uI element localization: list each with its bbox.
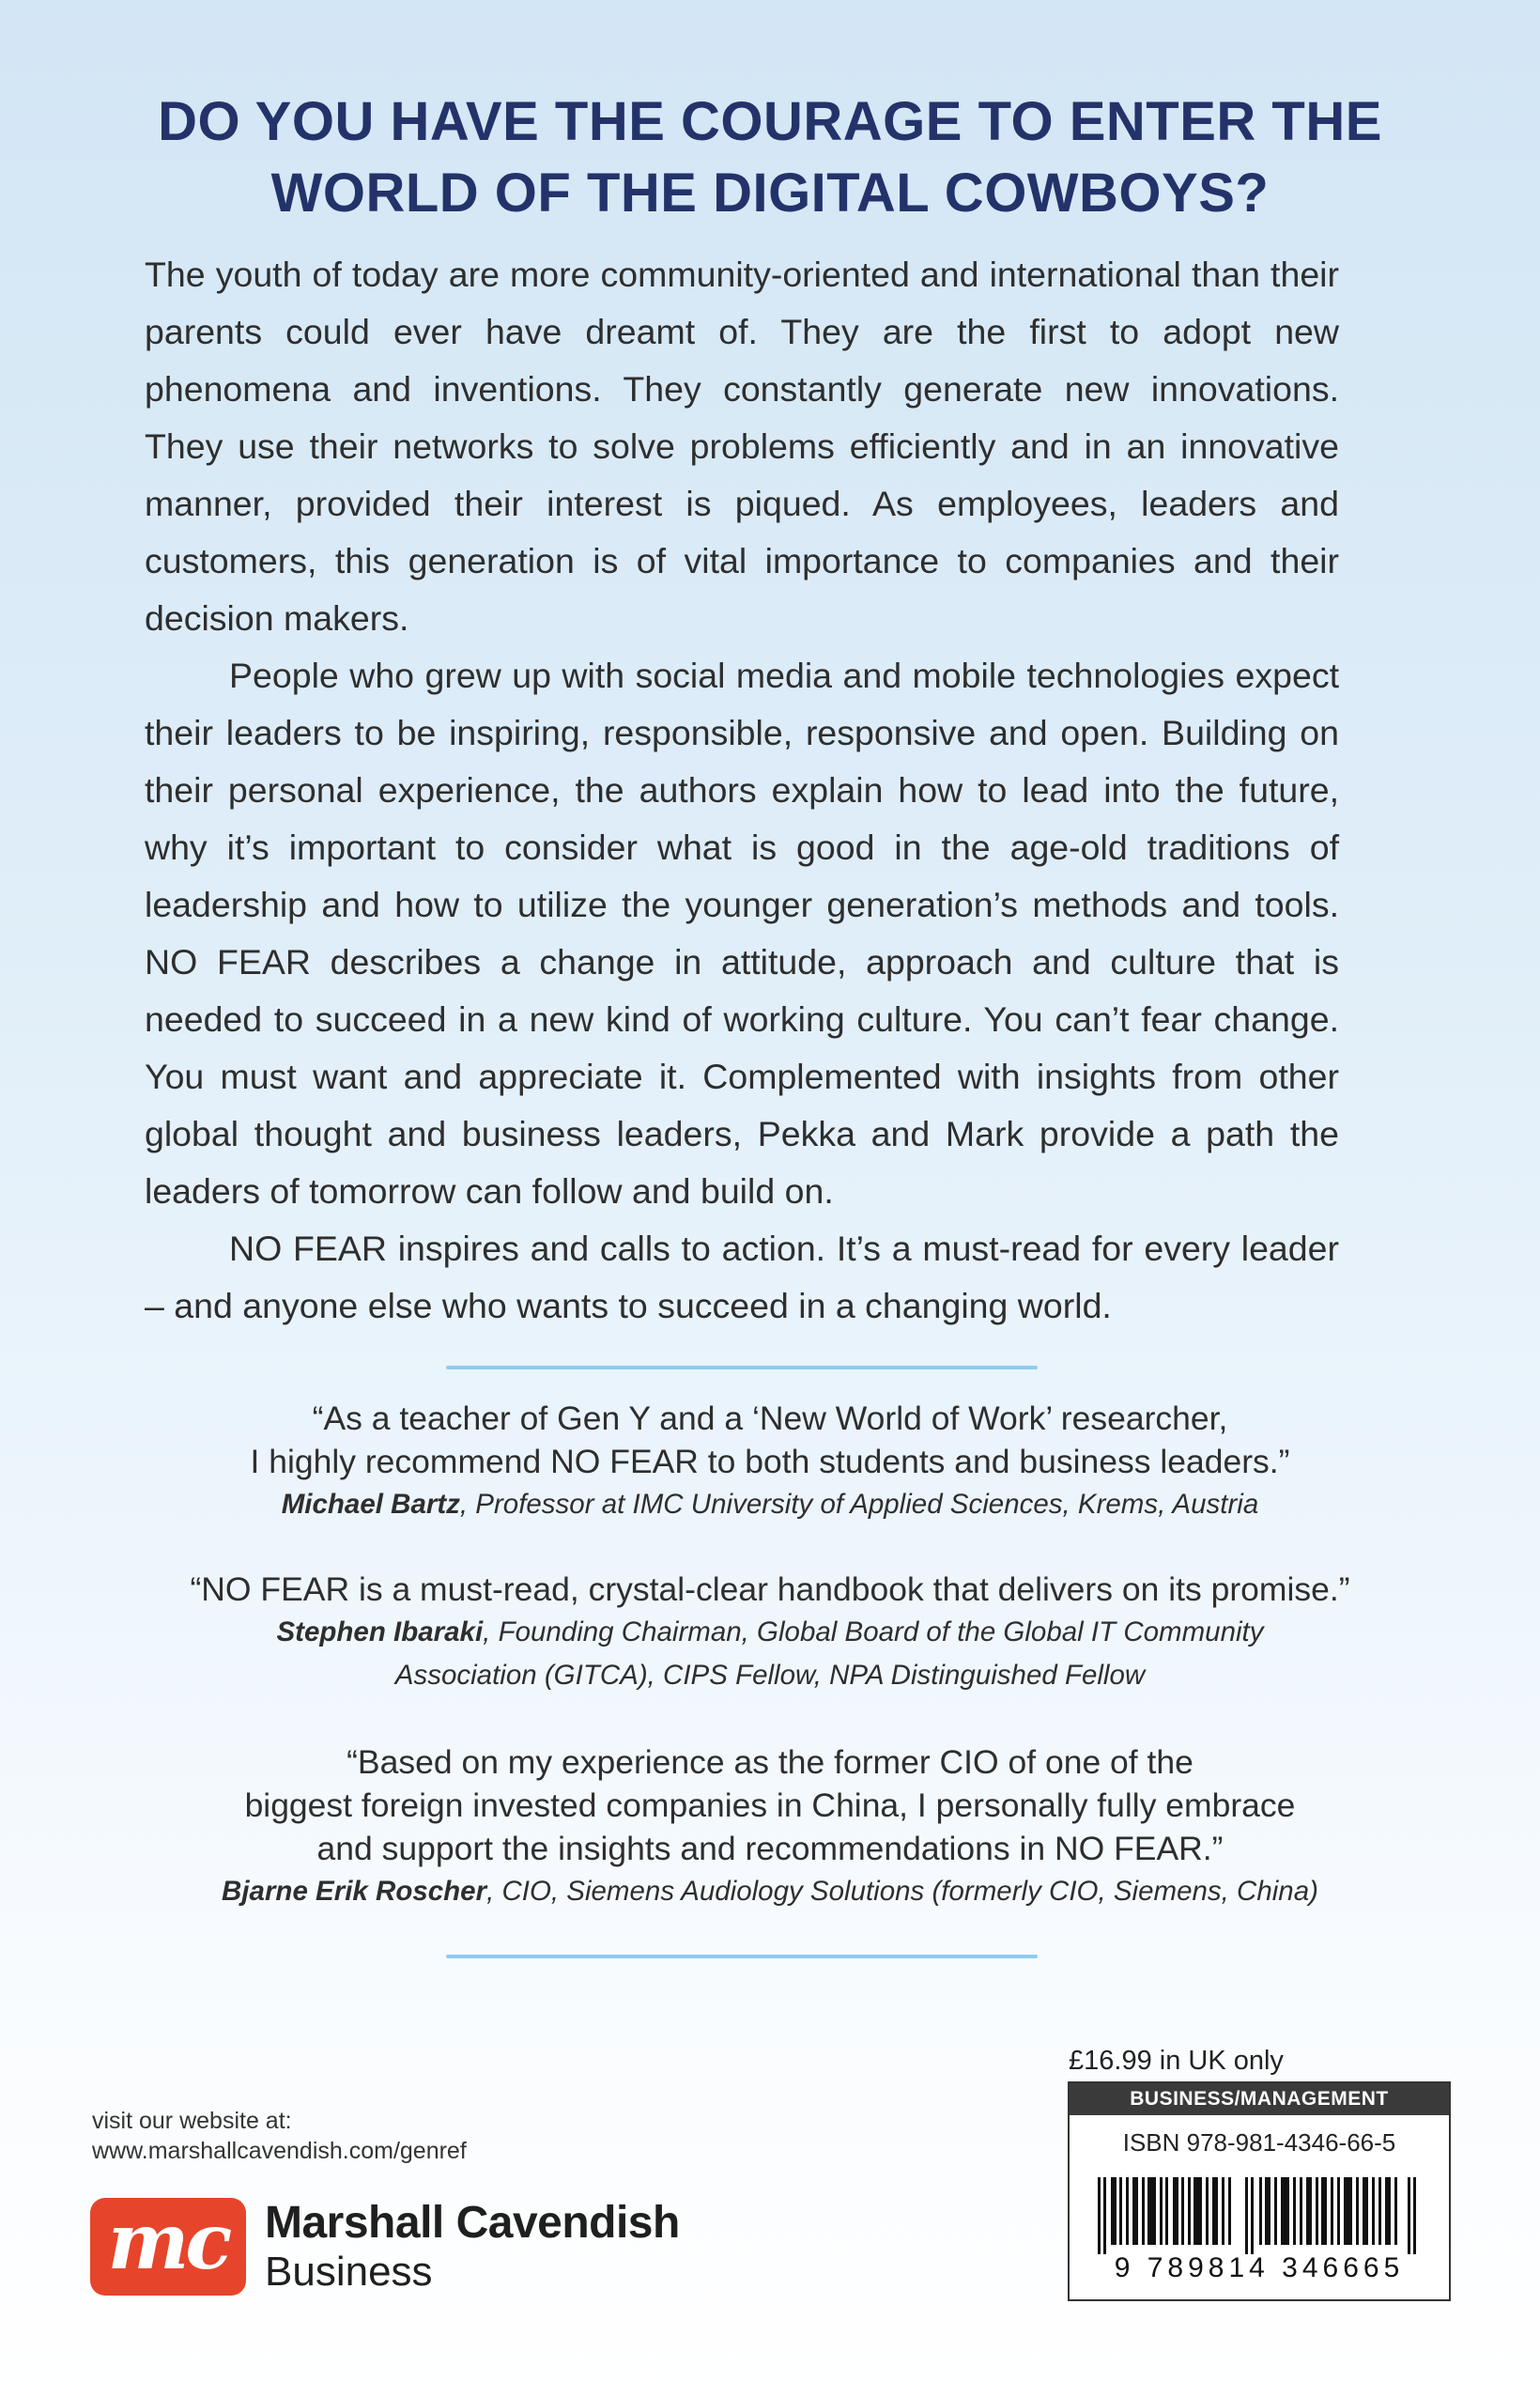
endorser-affiliation: , CIO, Siemens Audiology Solutions (formerly CIO, Siemens, China) — [486, 1876, 1318, 1907]
category-label: BUSINESS/MANAGEMENT — [1070, 2083, 1449, 2115]
isbn-box — [1068, 2081, 1451, 2301]
endorsement-2 — [113, 1568, 1427, 1697]
endorsement-text — [113, 1397, 1427, 1483]
divider-bottom — [446, 1955, 1038, 1958]
blurb — [145, 246, 1339, 1335]
endorsement-line: “NO FEAR is a must-read, crystal-clear handbook that delivers on its promise.” — [190, 1570, 1350, 1608]
headline-line-2: WORLD OF THE DIGITAL COWBOYS? — [270, 162, 1270, 224]
publisher-name: Marshall Cavendish — [265, 2198, 680, 2248]
endorser-name: Stephen Ibaraki — [276, 1616, 484, 1647]
endorser-affiliation-cont: Association (GITCA), CIPS Fellow, NPA Distinguished Fellow — [394, 1660, 1146, 1691]
endorsement-line: “As a teacher of Gen Y and a ‘New World of Work’ researcher, — [312, 1400, 1228, 1437]
divider-top — [446, 1366, 1038, 1369]
website-label: visit our website at: — [92, 2108, 292, 2134]
website-url[interactable]: www.marshallcavendish.com/genref — [92, 2138, 467, 2164]
endorsement-attribution — [113, 1870, 1427, 1913]
publisher-logo-mark: mc — [107, 2197, 229, 2287]
endorsement-1 — [113, 1397, 1427, 1526]
price: £16.99 in UK only — [1069, 2046, 1284, 2076]
blurb-paragraph-3: NO FEAR inspires and calls to action. It’s a must-read for every leader – and anyone else who wants to succeed in a changing world. — [145, 1229, 1339, 1325]
endorsement-text — [113, 1740, 1427, 1870]
endorser-name: Bjarne Erik Roscher — [222, 1876, 487, 1907]
publisher-brand — [265, 2198, 680, 2296]
headline — [94, 86, 1446, 229]
endorsement-line: and support the insights and recommendations in NO FEAR.” — [316, 1830, 1224, 1867]
endorsement-attribution — [113, 1483, 1427, 1526]
endorsement-3 — [113, 1740, 1427, 1913]
barcode-icon — [1090, 2177, 1428, 2254]
website-block — [92, 2106, 467, 2166]
endorsement-line: biggest foreign invested companies in China, I personally fully embrace — [244, 1786, 1296, 1824]
endorser-affiliation: , Professor at IMC University of Applied Sciences, Krems, Austria — [459, 1489, 1259, 1520]
blurb-paragraph-1: The youth of today are more community-oriented and international than their parents could ever have dreamt of. They are the first to adopt new phenomena and inventions. They constantly generate new innovations. They use their networks to solve problems efficiently and in an innovative manner, provided their interest is piqued. As employees, leaders and customers, this generation is of vital importance to companies and their decision makers. — [145, 255, 1339, 638]
blurb-paragraph-2: People who grew up with social media and mobile technologies expect their leaders to be inspiring, responsible, responsive and open. Building on their personal experience, the authors explain how to lead into the future, why it’s important to consider what is good in the age-old traditions of leadership and how to utilize the younger generation’s methods and tools. NO FEAR describes a change in attitude, approach and culture that is needed to succeed in a new kind of working culture. You can’t fear change. You must want and appreciate it. Complemented with insights from other global thought and business leaders, Pekka and Mark provide a path the leaders of tomorrow can follow and build on. — [145, 656, 1339, 1211]
endorser-name: Michael Bartz — [281, 1489, 460, 1520]
endorsement-line: I highly recommend NO FEAR to both students and business leaders.” — [250, 1443, 1290, 1480]
endorsement-line: “Based on my experience as the former CIO of one of the — [346, 1743, 1194, 1781]
publisher-logo — [90, 2198, 246, 2296]
headline-line-1: DO YOU HAVE THE COURAGE TO ENTER THE — [158, 91, 1382, 152]
isbn-number: ISBN 978-981-4346-66-5 — [1122, 2128, 1396, 2157]
endorsement-text — [113, 1568, 1427, 1611]
barcode-digits: 9 789814 346665 — [1114, 2252, 1405, 2283]
publisher-imprint: Business — [265, 2249, 433, 2295]
endorsement-attribution — [113, 1611, 1427, 1697]
endorser-affiliation: , Founding Chairman, Global Board of the Global IT Community — [483, 1616, 1264, 1647]
